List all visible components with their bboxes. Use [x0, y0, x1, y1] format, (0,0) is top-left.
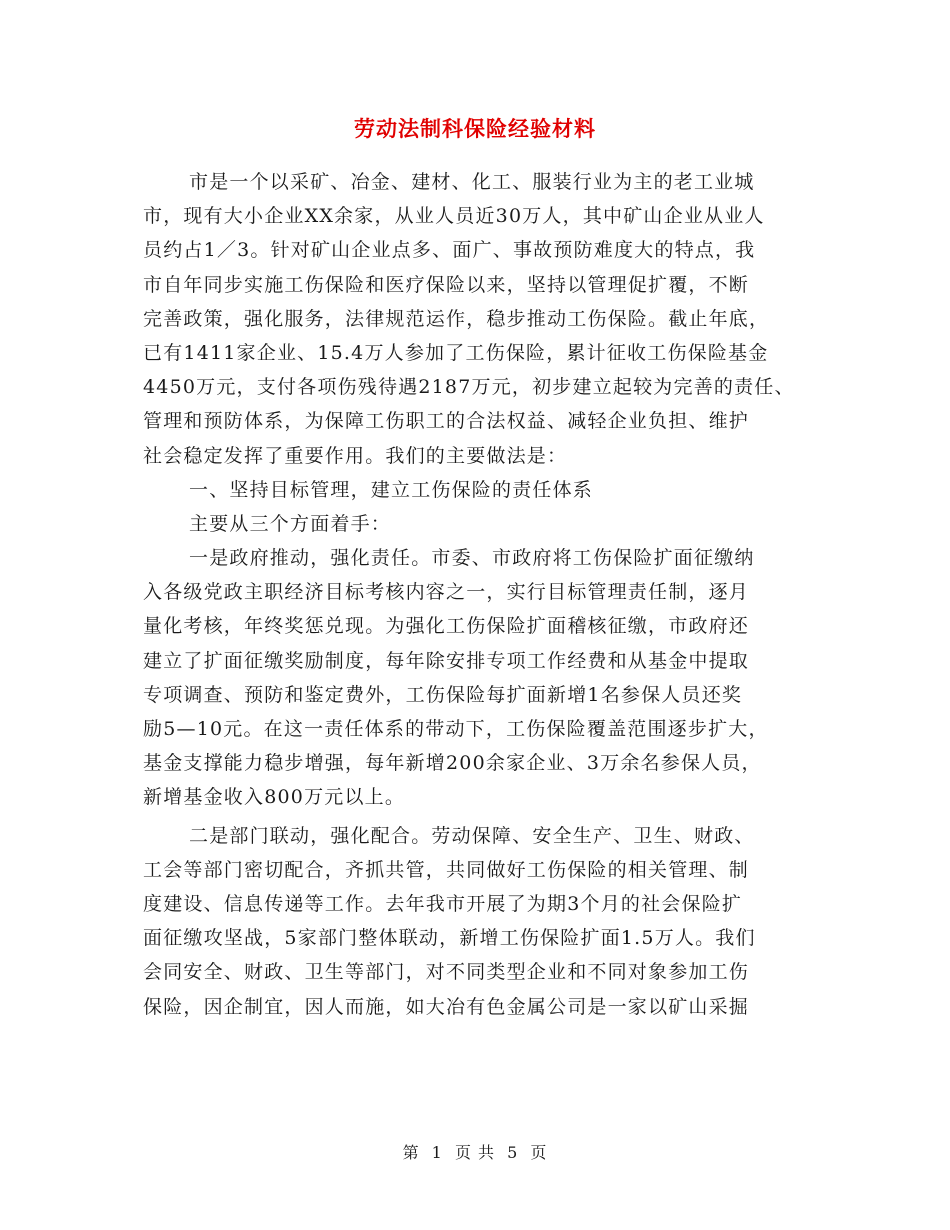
- body-line: 已有1411家企业、15.4万人参加了工伤保险，累计征收工伤保险基金: [143, 341, 769, 364]
- document-body: [143, 165, 808, 1024]
- body-line: 市，现有大小企业XX余家，从业人员近30万人，其中矿山企业从业人: [143, 205, 765, 228]
- body-line: 专项调查、预防和鉴定费外，工伤保险每扩面新增1名参保人员还奖: [143, 683, 743, 706]
- body-line: 工会等部门密切配合，齐抓共管，共同做好工伤保险的相关管理、制: [143, 858, 750, 881]
- body-line: 完善政策，强化服务，法律规范运作，稳步推动工伤保险。截止年底，: [143, 307, 770, 330]
- body-line: 市自年同步实施工伤保险和医疗保险以来，坚持以管理促扩覆，不断: [143, 273, 750, 296]
- body-line: 保险，因企制宜，因人而施，如大冶有色金属公司是一家以矿山采掘: [143, 995, 750, 1018]
- footer-prefix: 第: [402, 1143, 420, 1162]
- footer-total-pages: 5: [507, 1143, 519, 1162]
- body-line: 会同安全、财政、卫生等部门，对不同类型企业和不同对象参加工伤: [143, 961, 750, 984]
- body-line: 员约占1／3。针对矿山企业点多、面广、事故预防难度大的特点，我: [143, 239, 756, 262]
- body-line: 面征缴攻坚战，5家部门整体联动，新增工伤保险扩面1.5万人。我们: [143, 927, 756, 950]
- body-line: 一是政府推动，强化责任。市委、市政府将工伤保险扩面征缴纳: [189, 547, 755, 570]
- document-title: 劳动法制科保险经验材料: [354, 116, 596, 141]
- body-line: 入各级党政主职经济目标考核内容之一，实行目标管理责任制，逐月: [143, 581, 750, 604]
- body-line: 二是部门联动，强化配合。劳动保障、安全生产、卫生、财政、: [189, 824, 755, 847]
- body-line: 新增基金收入800万元以上。: [143, 786, 406, 809]
- footer-suffix: 页: [530, 1143, 548, 1162]
- body-line: 4450万元，支付各项伤残待遇2187万元，初步建立起较为完善的责任、: [143, 376, 795, 399]
- body-line: 社会稳定发挥了重要作用。我们的主要做法是：: [143, 444, 568, 467]
- body-line: 市是一个以采矿、冶金、建材、化工、服装行业为主的老工业城: [189, 171, 755, 193]
- body-line: 度建设、信息传递等工作。去年我市开展了为期3个月的社会保险扩: [143, 892, 743, 915]
- page-footer: [0, 1140, 950, 1163]
- body-line: 一、坚持目标管理，建立工伤保险的责任体系: [189, 478, 594, 501]
- body-line: 励5—10元。在这一责任体系的带动下，工伤保险覆盖范围逐步扩大，: [143, 718, 769, 740]
- footer-page-number: 1: [431, 1143, 443, 1162]
- body-line: 管理和预防体系，为保障工伤职工的合法权益、减轻企业负担、维护: [143, 410, 750, 433]
- body-line: 主要从三个方面着手：: [189, 512, 392, 535]
- body-line: 量化考核，年终奖惩兑现。为强化工伤保险扩面稽核征缴，市政府还: [143, 615, 750, 638]
- body-line: 基金支撑能力稳步增强，每年新增200余家企业、3万余名参保人员，: [143, 752, 762, 775]
- body-line: 建立了扩面征缴奖励制度，每年除安排专项工作经费和从基金中提取: [143, 649, 750, 672]
- footer-mid: 页 共: [454, 1143, 496, 1162]
